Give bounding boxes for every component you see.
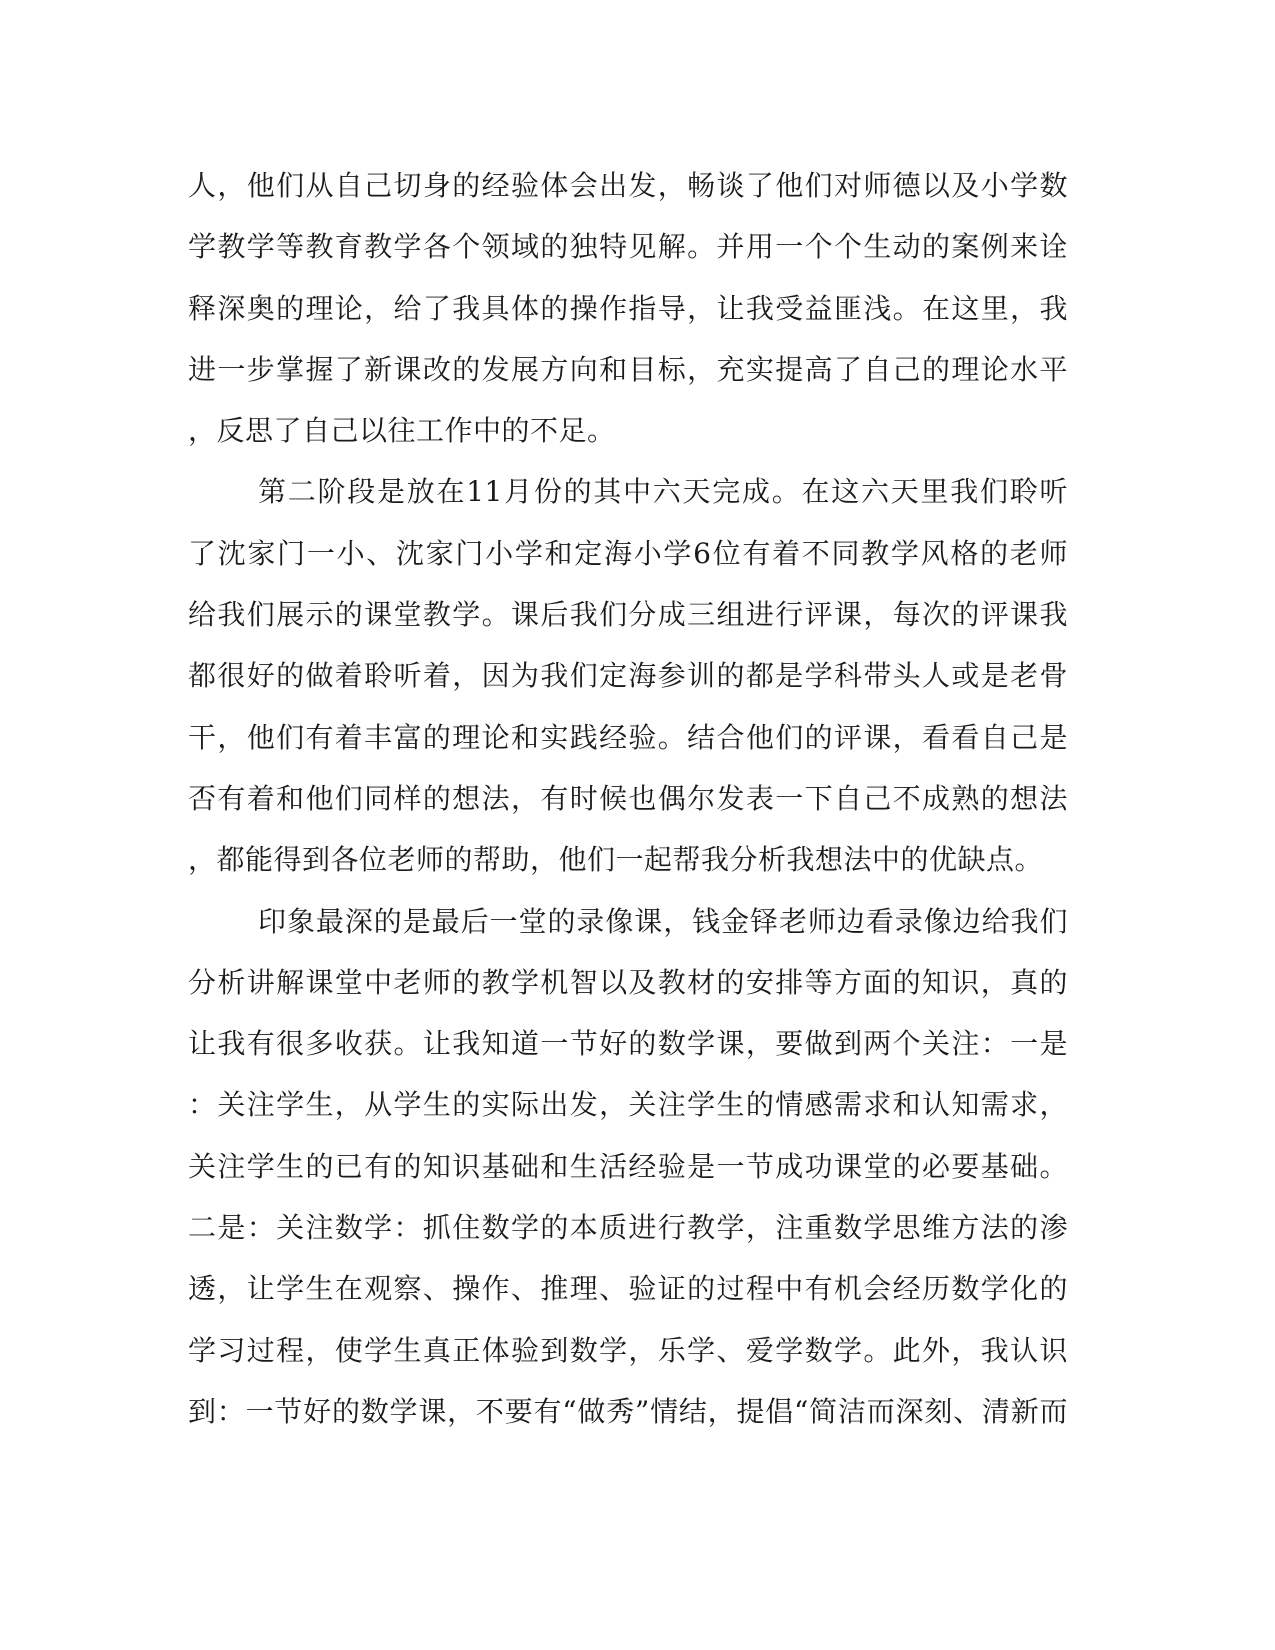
text-line: ：关注学生，从学生的实际出发，关注学生的情感需求和认知需求，: [188, 1088, 1068, 1122]
text-line: 透，让学生在观察、操作、推理、验证的过程中有机会经历数学化的: [188, 1272, 1068, 1306]
text-line: 关注学生的已有的知识基础和生活经验是一节成功课堂的必要基础。: [188, 1149, 1068, 1183]
text-line: 释深奥的理论，给了我具体的操作指导，让我受益匪浅。在这里，我: [188, 291, 1068, 325]
text-line: 分析讲解课堂中老师的教学机智以及教材的安排等方面的知识，真的: [188, 965, 1068, 999]
text-line: 干，他们有着丰富的理论和实践经验。结合他们的评课，看看自己是: [188, 720, 1068, 754]
text-line: 学习过程，使学生真正体验到数学，乐学、爱学数学。此外，我认识: [188, 1333, 1068, 1367]
text-line: ，反思了自己以往工作中的不足。: [188, 414, 616, 448]
text-line: ，都能得到各位老师的帮助，他们一起帮我分析我想法中的优缺点。: [188, 843, 1044, 877]
paragraph-first-line: 印象最深的是最后一堂的录像课，钱金铎老师边看录像边给我们: [258, 904, 1068, 938]
text-line: 到：一节好的数学课，不要有“做秀”情结，提倡“简洁而深刻、清新而: [188, 1394, 1068, 1428]
text-line: 人，他们从自己切身的经验体会出发，畅谈了他们对师德以及小学数: [188, 169, 1068, 202]
paragraph-first-line: 第二阶段是放在11月份的其中六天完成。在这六天里我们聆听: [258, 475, 1068, 509]
text-line: 让我有很多收获。让我知道一节好的数学课，要做到两个关注：一是: [188, 1027, 1068, 1061]
text-line: 学教学等教育教学各个领域的独特见解。并用一个个生动的案例来诠: [188, 230, 1068, 264]
text-line: 二是：关注数学：抓住数学的本质进行教学，注重数学思维方法的渗: [188, 1211, 1068, 1245]
text-line: 给我们展示的课堂教学。课后我们分成三组进行评课，每次的评课我: [188, 598, 1068, 632]
text-line: 了沈家门一小、沈家门小学和定海小学6位有着不同教学风格的老师: [188, 536, 1068, 570]
text-line: 都很好的做着聆听着，因为我们定海参训的都是学科带头人或是老骨: [188, 659, 1068, 693]
body-text: [188, 166, 1068, 1453]
text-line: 进一步掌握了新课改的发展方向和目标，充实提高了自己的理论水平: [188, 352, 1068, 386]
text-line: 否有着和他们同样的想法，有时候也偶尔发表一下自己不成熟的想法: [188, 781, 1068, 815]
